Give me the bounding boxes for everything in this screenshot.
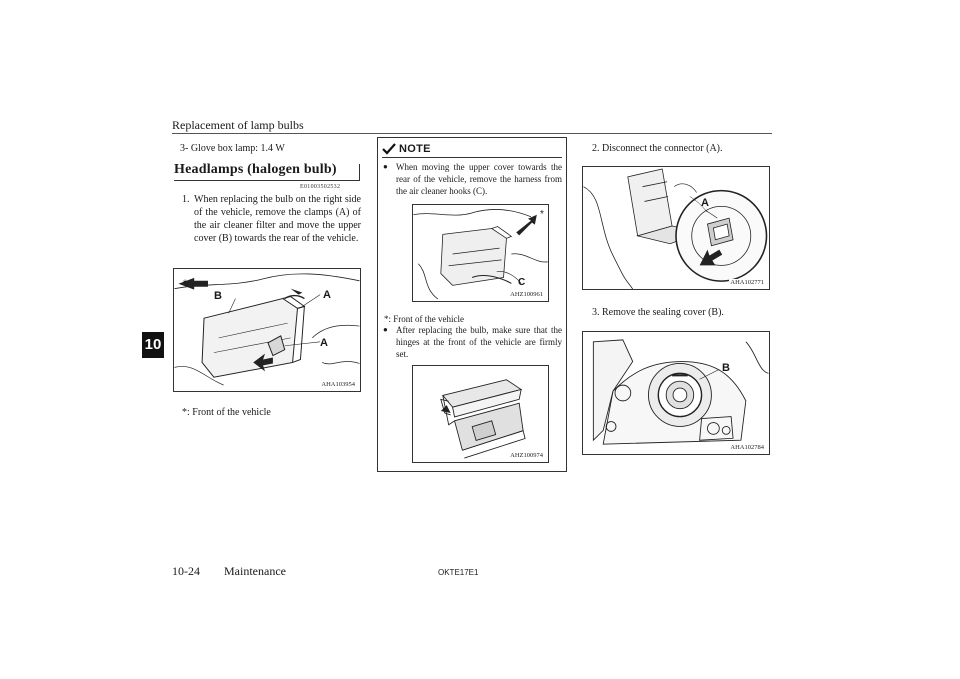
- front-footnote: *: Front of the vehicle: [182, 407, 271, 418]
- note-label: NOTE: [399, 143, 431, 155]
- figure-connector: [582, 166, 770, 290]
- figure-harness-hooks: [412, 204, 549, 302]
- label-a-bottom: A: [320, 337, 328, 349]
- bullet-icon: ●: [383, 325, 388, 334]
- checkmark-icon: [382, 143, 396, 155]
- figure-code: AHA102771: [730, 279, 764, 286]
- note-bullet-2: After replacing the bulb, make sure that the hinges at the front of the vehicle are firmly set.: [396, 325, 562, 359]
- figure-code: AHA103954: [321, 381, 355, 388]
- front-marker-label: *: [183, 278, 188, 290]
- bullet-icon: ●: [383, 162, 388, 171]
- label-b: B: [722, 362, 730, 374]
- figure-air-cleaner: [173, 268, 361, 392]
- footer-section: Maintenance: [224, 564, 286, 578]
- page-number: 10-24: [172, 564, 200, 578]
- footer-doc-code: OKTE17E1: [438, 568, 479, 577]
- chapter-tab: 10: [142, 332, 164, 358]
- label-a-top: A: [323, 289, 331, 301]
- label-b: B: [214, 290, 222, 302]
- header-rule: [172, 133, 772, 134]
- section-title: Headlamps (halogen bulb): [174, 162, 337, 177]
- front-marker-label: *: [540, 209, 544, 220]
- figure-sealing-cover: [582, 331, 770, 455]
- step-1-text: When replacing the bulb on the right side of the vehicle, remove the clamps (A) of the air cleaner filter and move the upper cover (B) towards the rear of the vehicle.: [194, 194, 361, 244]
- running-title: Replacement of lamp bulbs: [172, 118, 304, 132]
- figure-code: AHA102784: [730, 444, 764, 451]
- note-bullet-1: When moving the upper cover towards the rear of the vehicle, remove the harness from the air cleaner hooks (C).: [396, 162, 562, 196]
- note-header: [382, 143, 431, 155]
- harness-hooks-illustration: [413, 205, 548, 301]
- label-c: C: [518, 277, 526, 288]
- step-1-number: 1.: [182, 194, 190, 205]
- connector-illustration: [583, 167, 769, 289]
- section-ref-code: E01003502532: [300, 184, 341, 190]
- step-2-text: 2. Disconnect the connector (A).: [592, 143, 723, 154]
- figure-code: AHZ100974: [510, 452, 543, 459]
- sealing-cover-illustration: [583, 332, 769, 454]
- section-title-tick: [359, 164, 360, 181]
- section-title-rule: [174, 180, 360, 181]
- air-cleaner-illustration: [174, 269, 360, 391]
- step-3-text: 3. Remove the sealing cover (B).: [592, 307, 724, 318]
- note-rule: [382, 157, 562, 158]
- label-a: A: [701, 197, 709, 209]
- glove-box-lamp-item: 3- Glove box lamp: 1.4 W: [180, 143, 285, 154]
- figure-hinges: [412, 365, 549, 463]
- hinges-illustration: [413, 366, 548, 462]
- figure-code: AHZ100961: [510, 291, 543, 298]
- note-front-footnote: *: Front of the vehicle: [384, 314, 464, 324]
